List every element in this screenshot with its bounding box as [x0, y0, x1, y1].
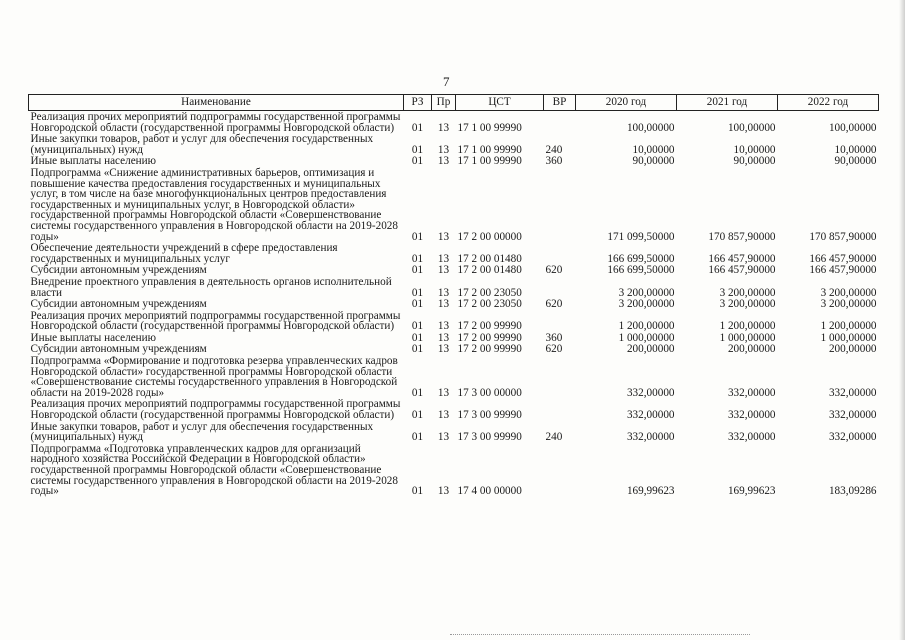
- header-cst: ЦСТ: [456, 95, 544, 111]
- cell-2020: 3 200,00000: [618, 286, 675, 299]
- cell-rz: 01: [411, 343, 424, 356]
- cell-rz: 01: [411, 143, 424, 156]
- table-row: [29, 133, 879, 155]
- cell-name: Подпрограмма «Снижение административных барьеров, оптимизация и повышение качества предоставления государственных и муниципальных услуг, в том числе на базе многофункциональных центров предоставления государственных и муниципальных услуг, в Новгородской области» государственной программы Новгородской области «Совершенствование системы государственного управления в Новгородской области на 2019-2028 годы»: [30, 166, 398, 243]
- cell-pr: 13: [437, 343, 450, 356]
- scan-edge: [899, 0, 905, 640]
- cell-2020: 332,00000: [626, 386, 675, 399]
- cell-cst: 17 2 00 23050: [457, 298, 522, 311]
- cell-pr: 13: [437, 331, 450, 344]
- cell-2021: 1 000,00000: [719, 331, 776, 344]
- cell-rz: 01: [411, 230, 424, 243]
- cell-2021: 332,00000: [727, 409, 776, 422]
- cell-cst: 17 2 00 99990: [457, 331, 522, 344]
- table-row: [29, 398, 879, 420]
- cell-rz: 01: [411, 155, 424, 168]
- cell-2020: 169,99623: [626, 485, 675, 498]
- cell-name: Субсидии автономным учреждениям: [30, 264, 207, 277]
- cell-2022: 166 457,90000: [809, 264, 877, 277]
- table-row: [29, 332, 879, 344]
- cell-pr: 13: [437, 298, 450, 311]
- cell-pr: 13: [437, 264, 450, 277]
- header-2021: 2021 год: [677, 95, 778, 111]
- table-row: [29, 155, 879, 167]
- header-2022: 2022 год: [778, 95, 879, 111]
- cell-2020: 332,00000: [626, 409, 675, 422]
- cell-2022: 1 000,00000: [820, 331, 877, 344]
- cell-pr: 13: [437, 386, 450, 399]
- cell-cst: 17 3 00 00000: [457, 386, 522, 399]
- cell-pr: 13: [437, 121, 450, 134]
- cell-2021: 1 200,00000: [719, 320, 776, 333]
- cell-rz: 01: [411, 331, 424, 344]
- cell-rz: 01: [411, 286, 424, 299]
- cell-vr: [544, 111, 576, 134]
- cell-cst: 17 1 00 99990: [457, 121, 522, 134]
- cell-pr: 13: [437, 320, 450, 333]
- cell-rz: 01: [411, 386, 424, 399]
- scan-artifact: [450, 634, 750, 636]
- cell-name: Иные закупки товаров, работ и услуг для обеспечения государственных (муниципальных) нужд: [30, 420, 374, 444]
- cell-rz: 01: [411, 298, 424, 311]
- cell-rz: 01: [411, 485, 424, 498]
- cell-2021: 166 457,90000: [708, 264, 776, 277]
- cell-pr: 13: [437, 230, 450, 243]
- cell-name: Реализация прочих мероприятий подпрограммы государственной программы Новгородской области (государственной программы Новгородской области): [30, 111, 401, 134]
- cell-2021: 10,00000: [733, 143, 776, 156]
- table-row: [29, 355, 879, 398]
- cell-pr: 13: [437, 409, 450, 422]
- cell-2021: 332,00000: [727, 431, 776, 444]
- cell-vr: [544, 242, 576, 264]
- cell-2020: 1 000,00000: [618, 331, 675, 344]
- cell-2020: 1 200,00000: [618, 320, 675, 333]
- cell-vr: [544, 355, 576, 398]
- budget-table: [28, 94, 879, 497]
- table-row: [29, 421, 879, 443]
- cell-2022: 1 200,00000: [820, 320, 877, 333]
- cell-2021: 100,00000: [727, 121, 776, 134]
- table-row: [29, 167, 879, 242]
- cell-2022: 332,00000: [828, 409, 877, 422]
- cell-vr: [544, 167, 576, 242]
- cell-2022: 332,00000: [828, 386, 877, 399]
- cell-cst: 17 3 00 99990: [457, 431, 522, 444]
- cell-2021: 166 457,90000: [708, 252, 776, 265]
- cell-name: Иные выплаты населению: [30, 155, 156, 168]
- cell-cst: 17 2 00 23050: [457, 286, 522, 299]
- cell-name: Субсидии автономным учреждениям: [30, 298, 207, 311]
- cell-2021: 169,99623: [727, 485, 776, 498]
- cell-2022: 166 457,90000: [809, 252, 877, 265]
- table-row: [29, 242, 879, 264]
- cell-name: Реализация прочих мероприятий подпрограммы государственной программы Новгородской области (государственной программы Новгородской области): [30, 398, 401, 422]
- cell-2020: 90,00000: [632, 155, 675, 168]
- cell-rz: 01: [411, 409, 424, 422]
- cell-rz: 01: [411, 431, 424, 444]
- header-2020: 2020 год: [576, 95, 677, 111]
- cell-pr: 13: [437, 143, 450, 156]
- cell-2022: 183,09286: [828, 485, 877, 498]
- cell-name: Подпрограмма «Подготовка управленческих кадров для организаций народного хозяйства Российской Федерации в Новгородской области» государственной программы Новгородской области «Совершенствование системы государственного управления в Новгородской области на 2019-2028 годы»: [30, 442, 398, 498]
- cell-cst: 17 2 00 99990: [457, 343, 522, 356]
- cell-vr: [544, 443, 576, 497]
- table-row: [29, 343, 879, 355]
- cell-2022: 170 857,90000: [809, 230, 877, 243]
- cell-vr: [544, 398, 576, 420]
- table-row: [29, 298, 879, 310]
- cell-cst: 17 3 00 99990: [457, 409, 522, 422]
- cell-2021: 200,00000: [727, 343, 776, 356]
- header-rz: РЗ: [404, 95, 432, 111]
- cell-2022: 90,00000: [834, 155, 877, 168]
- cell-2020: 10,00000: [632, 143, 675, 156]
- cell-2022: 10,00000: [834, 143, 877, 156]
- cell-vr: 360: [545, 331, 563, 344]
- table-row: [29, 310, 879, 332]
- cell-2020: 332,00000: [626, 431, 675, 444]
- cell-vr: [544, 310, 576, 332]
- page-number: 7: [443, 74, 450, 89]
- cell-vr: 620: [545, 298, 563, 311]
- cell-vr: 240: [545, 143, 563, 156]
- header-vr: ВР: [544, 95, 576, 111]
- cell-cst: 17 2 00 00000: [457, 230, 522, 243]
- cell-2022: 3 200,00000: [820, 286, 877, 299]
- cell-vr: 240: [545, 431, 563, 444]
- cell-2022: 332,00000: [828, 431, 877, 444]
- cell-pr: 13: [437, 155, 450, 168]
- cell-pr: 13: [437, 431, 450, 444]
- cell-2022: 200,00000: [828, 343, 877, 356]
- cell-cst: 17 2 00 01480: [457, 252, 522, 265]
- table-row: [29, 443, 879, 497]
- cell-name: Обеспечение деятельности учреждений в сфере предоставления государственных и муниципальных услуг: [30, 242, 338, 265]
- cell-vr: 620: [545, 343, 563, 356]
- cell-2021: 3 200,00000: [719, 286, 776, 299]
- cell-name: Субсидии автономным учреждениям: [30, 343, 207, 356]
- table-row: [29, 276, 879, 298]
- cell-pr: 13: [437, 252, 450, 265]
- cell-name: Реализация прочих мероприятий подпрограммы государственной программы Новгородской области (государственной программы Новгородской области): [30, 309, 401, 333]
- cell-2021: 170 857,90000: [708, 230, 776, 243]
- cell-cst: 17 1 00 99990: [457, 155, 522, 168]
- cell-name: Иные выплаты населению: [30, 331, 156, 344]
- cell-rz: 01: [411, 264, 424, 277]
- cell-vr: [544, 276, 576, 298]
- cell-2020: 200,00000: [626, 343, 675, 356]
- cell-pr: 13: [437, 286, 450, 299]
- header-row: [29, 95, 879, 111]
- cell-rz: 01: [411, 252, 424, 265]
- cell-2021: 90,00000: [733, 155, 776, 168]
- cell-2022: 100,00000: [828, 121, 877, 134]
- cell-2020: 171 099,50000: [607, 230, 675, 243]
- cell-2020: 166 699,50000: [607, 252, 675, 265]
- table-row: [29, 264, 879, 276]
- cell-2021: 332,00000: [727, 386, 776, 399]
- cell-rz: 01: [411, 121, 424, 134]
- cell-cst: 17 2 00 01480: [457, 264, 522, 277]
- cell-2020: 3 200,00000: [618, 298, 675, 311]
- cell-2022: 3 200,00000: [820, 298, 877, 311]
- cell-name: Внедрение проектного управления в деятельность органов исполнительной власти: [30, 275, 392, 299]
- cell-2020: 166 699,50000: [607, 264, 675, 277]
- cell-cst: 17 2 00 99990: [457, 320, 522, 333]
- header-pr: Пр: [432, 95, 456, 111]
- header-name: Наименование: [29, 95, 404, 111]
- cell-2021: 3 200,00000: [719, 298, 776, 311]
- cell-2020: 100,00000: [626, 121, 675, 134]
- cell-vr: 620: [545, 264, 563, 277]
- table-row: [29, 111, 879, 134]
- cell-cst: 17 4 00 00000: [457, 485, 522, 498]
- cell-name: Иные закупки товаров, работ и услуг для обеспечения государственных (муниципальных) нужд: [30, 133, 374, 156]
- cell-rz: 01: [411, 320, 424, 333]
- cell-cst: 17 1 00 99990: [457, 143, 522, 156]
- cell-pr: 13: [437, 485, 450, 498]
- cell-vr: 360: [545, 155, 563, 168]
- cell-name: Подпрограмма «Формирование и подготовка резерва управленческих кадров Новгородской области» государственной программы Новгородской области «Совершенствование системы государственного управления в Новгородской области на 2019-2028 годы»: [30, 355, 398, 399]
